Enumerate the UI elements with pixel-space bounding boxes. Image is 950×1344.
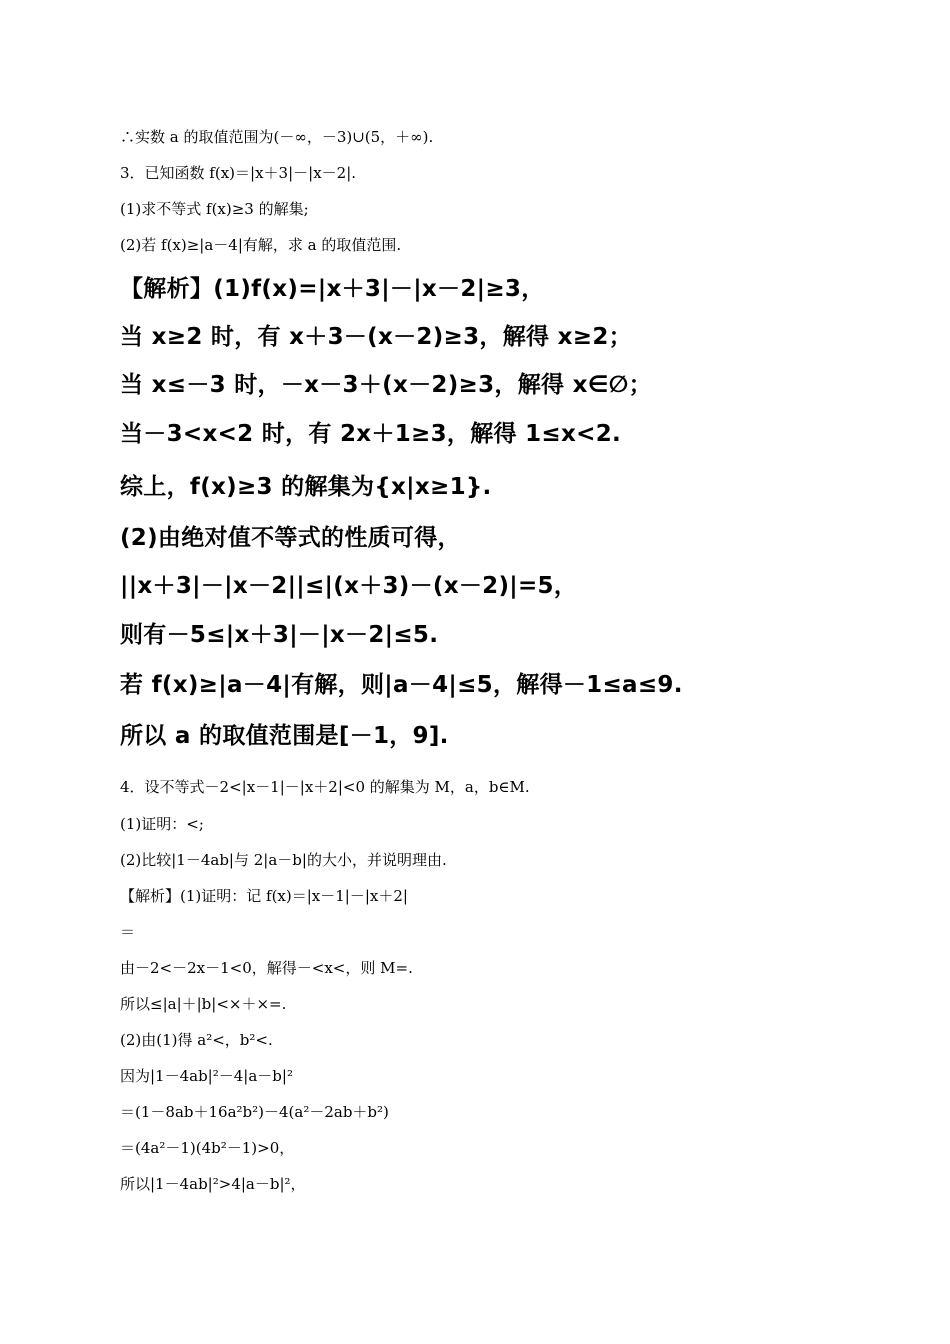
solution-line: 所以 a 的取值范围是[－1，9]. xyxy=(120,723,449,749)
solution-line: 当－3<x<2 时，有 2x＋1≥3，解得 1≤x<2. xyxy=(120,421,622,447)
text-line: 所以|1－4ab|²>4|a－b|²， xyxy=(120,1175,306,1193)
problem-3-part-1: (1)求不等式 f(x)≥3 的解集; xyxy=(120,200,309,218)
solution-line: 当 x≥2 时，有 x＋3－(x－2)≥3，解得 x≥2； xyxy=(120,324,632,350)
text-line: 因为|1－4ab|²－4|a－b|² xyxy=(120,1067,293,1085)
solution-line: ||x＋3|－|x－2||≤|(x＋3)－(x－2)|=5， xyxy=(120,573,578,599)
solution-line: 当 x≤－3 时，－x－3＋(x－2)≥3，解得 x∈∅； xyxy=(120,372,652,398)
solution-header: 【解析】(1)证明：记 f(x)＝|x－1|－|x＋2| xyxy=(120,887,408,905)
problem-3-part-2: (2)若 f(x)≥|a－4|有解，求 a 的取值范围. xyxy=(120,236,402,254)
text-line: ∴实数 a 的取值范围为(－∞，－3)∪(5，＋∞). xyxy=(120,128,434,146)
text-line: 由－2<－2x－1<0，解得－<x<，则 M=. xyxy=(120,959,413,977)
solution-line: 若 f(x)≥|a－4|有解，则|a－4|≤5，解得－1≤a≤9. xyxy=(120,672,683,698)
problem-4-part-2: (2)比较|1－4ab|与 2|a－b|的大小，并说明理由. xyxy=(120,851,447,869)
solution-line: 【解析】(1)f(x)=|x＋3|－|x－2|≥3， xyxy=(120,276,545,302)
solution-line: 综上，f(x)≥3 的解集为{x|x≥1}. xyxy=(120,474,492,500)
text-line: ＝(1－8ab＋16a²b²)－4(a²－2ab＋b²) xyxy=(120,1103,389,1121)
text-line: 所以≤|a|＋|b|<×＋×=. xyxy=(120,995,287,1013)
problem-4-statement: 4．设不等式－2<|x－1|－|x＋2|<0 的解集为 M，a，b∈M. xyxy=(120,778,530,796)
solution-line: 则有－5≤|x＋3|－|x－2|≤5. xyxy=(120,622,439,648)
text-line: ＝(4a²－1)(4b²－1)>0， xyxy=(120,1139,295,1157)
text-line: (2)由(1)得 a²<，b²<. xyxy=(120,1031,273,1049)
problem-3-statement: 3．已知函数 f(x)＝|x＋3|－|x－2|. xyxy=(120,164,357,182)
text-line: ＝ xyxy=(120,923,136,941)
solution-line: (2)由绝对值不等式的性质可得， xyxy=(120,525,461,551)
problem-4-part-1: (1)证明：<; xyxy=(120,815,204,833)
